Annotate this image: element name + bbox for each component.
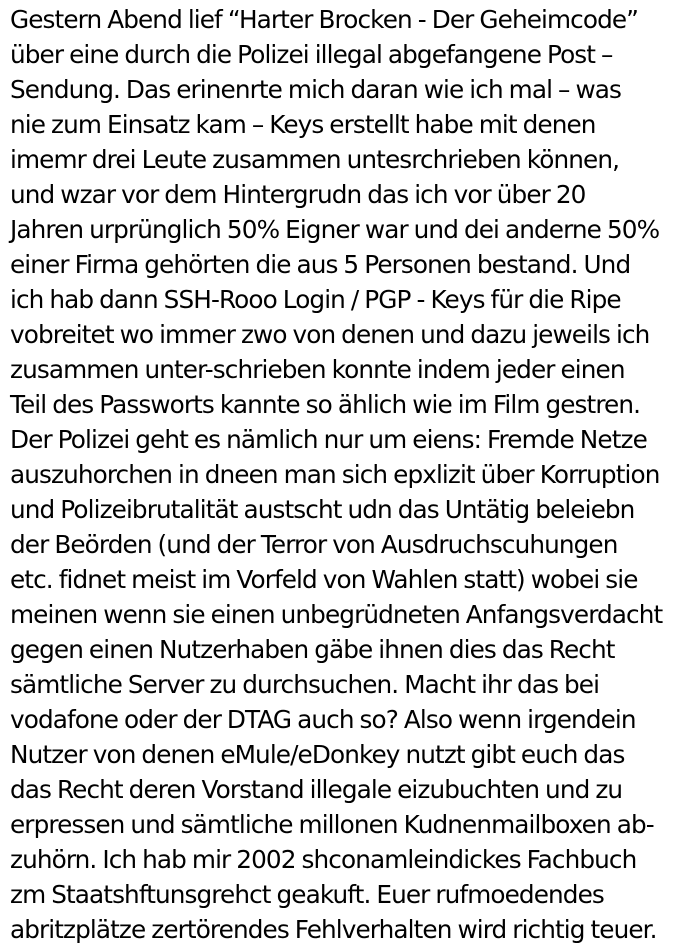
text-line: auszuhorchen in dneen man sich epxlizit über Korruption (10, 460, 660, 489)
text-line: nie zum Einsatz kam – Keys erstellt habe mit denen (10, 110, 596, 139)
text-line: einer Firma gehörten die aus 5 Personen bestand. Und (10, 250, 631, 279)
text-line: der Beörden (und der Terror von Ausdruchscuhungen (10, 530, 618, 559)
text-line: etc. fidnet meist im Vorfeld von Wahlen statt) wobei sie (10, 565, 638, 594)
text-line: Der Polizei geht es nämlich nur um eiens: Fremde Netze (10, 425, 647, 454)
text-line: Teil des Passworts kannte so ählich wie im Film gestren. (10, 390, 641, 419)
text-line: zm Staatshftunsgrehct geakuft. Euer rufmoedendes (10, 880, 604, 909)
text-line: vobreitet wo immer zwo von denen und dazu jeweils ich (10, 320, 650, 349)
text-line: abritzplätze zertörendes Fehlverhalten wird richtig teuer. (10, 915, 657, 944)
text-line: Nutzer von denen eMule/eDonkey nutzt gibt euch das (10, 740, 625, 769)
text-line: über eine durch die Polizei illegal abgefangene Post – (10, 40, 613, 69)
text-line: Gestern Abend lief “Harter Brocken - Der Geheimcode” (10, 5, 639, 34)
text-line: sämtliche Server zu durchsuchen. Macht ihr das bei (10, 670, 600, 699)
text-line: vodafone oder der DTAG auch so? Also wenn irgendein (10, 705, 636, 734)
text-line: erpressen und sämtliche millonen Kudnenmailboxen ab- (10, 810, 654, 839)
text-line: zusammen unter-schrieben konnte indem jeder einen (10, 355, 625, 384)
body-text (10, 2, 682, 947)
text-line: und wzar vor dem Hintergrudn das ich vor über 20 (10, 180, 586, 209)
text-line: Jahren urprünglich 50% Eigner war und dei anderne 50% (10, 215, 660, 244)
text-line: gegen einen Nutzerhaben gäbe ihnen dies das Recht (10, 635, 615, 664)
text-line: ich hab dann SSH-Rooo Login / PGP - Keys für die Ripe (10, 285, 621, 314)
text-line: zuhörn. Ich hab mir 2002 shconamleindickes Fachbuch (10, 845, 637, 874)
text-line: das Recht deren Vorstand illegale eizubuchten und zu (10, 775, 623, 804)
text-line: imemr drei Leute zusammen untesrchrieben können, (10, 145, 620, 174)
text-line: und Polizeibrutalität austscht udn das Untätig beleiebn (10, 495, 635, 524)
text-line: Sendung. Das erinenrte mich daran wie ich mal – was (10, 75, 621, 104)
text-line: meinen wenn sie einen unbegrüdneten Anfangsverdacht (10, 600, 663, 629)
